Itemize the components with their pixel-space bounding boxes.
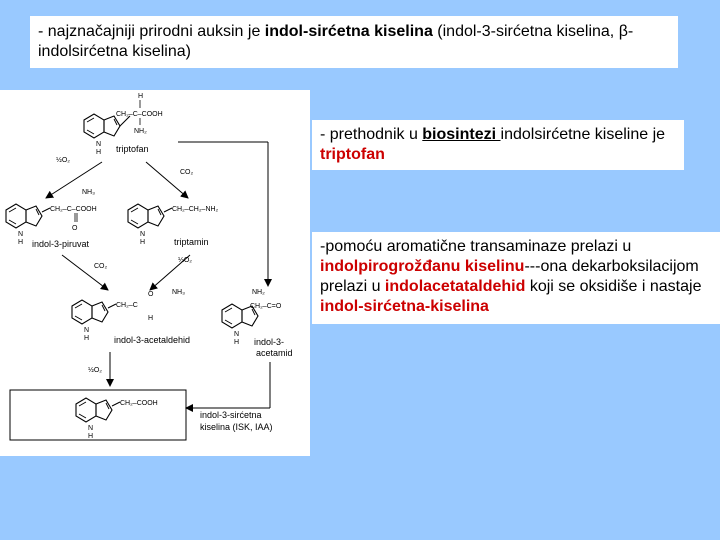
intro-text-plain-2: (indol-3-sirćetna kiselina, [432, 23, 619, 40]
iaa-n-label: N [88, 425, 94, 432]
arrow-trp-to-tam [146, 162, 188, 198]
ipa-structure [6, 204, 97, 249]
trp-nh2-label: NH₂ [134, 128, 147, 135]
reagent-o2-2: ½O₂ [178, 257, 192, 264]
reagent-o2-3: ½O₂ [88, 367, 102, 374]
precursor-text-biosinteza: biosintezi [422, 126, 501, 143]
pathway-text-plain-2: ---ona dekarboksilacijom prelazi u [320, 258, 699, 295]
ipa-o-label: O [72, 225, 78, 232]
intro-text-beta: β [618, 23, 628, 40]
tryptophan-structure [84, 93, 163, 156]
tryptamine-structure [128, 204, 219, 247]
pathway-text-iaa: indol-sirćetna-kiselina [320, 298, 489, 315]
ipa-n-label: N [18, 231, 24, 238]
arrow-ipa-to-iaald [62, 255, 108, 290]
intro-text-plain-1: - najznačajniji prirodni auksin je [38, 23, 265, 40]
intro-text-bold-iaa: indol-sirćetna kiselina [264, 23, 433, 40]
label-indol-3-acetamid-1: indol-3- [254, 337, 285, 347]
pathway-text-box [312, 232, 720, 324]
pathway-text-iaald: indolacetataldehid [384, 278, 526, 295]
iaald-h-label: H [148, 315, 154, 322]
reagent-nh3-1: NH₃ [82, 189, 95, 196]
label-indol-3-acetamid-2: acetamid [256, 348, 293, 358]
label-triptamin: triptamin [174, 237, 209, 247]
trp-n-label: N [96, 141, 102, 148]
iaa-h-label: H [88, 433, 94, 440]
trp-h-label: H [138, 93, 144, 100]
biosynthesis-diagram [0, 90, 310, 456]
iam-n-label: N [234, 331, 240, 338]
iam-h-label: H [234, 339, 240, 346]
iaald-nh-h-label: H [84, 335, 90, 342]
trp-nh-h-label: H [96, 149, 102, 156]
iaald-o-label: O [148, 291, 154, 298]
label-iaa-1: indol-3-sirćetna [200, 410, 262, 420]
reagent-co2-2: CO₂ [94, 263, 108, 270]
iam-structure [222, 289, 293, 358]
tam-chain-label: CH₂–CH₂–NH₂ [172, 206, 219, 213]
ipa-h-label: H [18, 239, 24, 246]
iam-chain-label: CH₂–C=O [250, 303, 282, 310]
iaald-structure [72, 291, 190, 345]
precursor-text-box [312, 120, 684, 170]
reagent-o2-1: ½O₂ [56, 157, 70, 164]
precursor-text-triptofan: triptofan [320, 146, 385, 163]
intro-text-box [30, 16, 678, 68]
reagent-nh3-2: NH₃ [172, 289, 185, 296]
pathway-text-plain-1: -pomoću aromatične transaminaze prelazi u [320, 238, 632, 255]
biosynthesis-diagram-svg [0, 90, 310, 456]
iaa-box [10, 390, 186, 440]
iaald-n-label: N [84, 327, 90, 334]
iam-nh2-label: NH₂ [252, 289, 265, 296]
precursor-text-plain-2: indolsirćetne kiseline je [500, 126, 666, 143]
pathway-text-ipa: indolpirogrožđanu kiselinu [320, 258, 525, 275]
label-triptofan: triptofan [116, 144, 149, 154]
iaa-chain-label: CH₂–COOH [120, 400, 158, 407]
label-iaa-2: kiselina (ISK, IAA) [200, 422, 273, 432]
iaa-structure [76, 398, 158, 440]
ipa-chain-label: CH₂–C–COOH [50, 206, 97, 213]
tam-n-label: N [140, 231, 146, 238]
reagent-co2-1: CO₂ [180, 169, 194, 176]
iaald-chain-label: CH₂–C [116, 302, 138, 309]
label-indol-3-acetaldehid: indol-3-acetaldehid [114, 335, 191, 345]
label-indol-3-piruvat: indol-3-piruvat [32, 239, 90, 249]
precursor-text-plain-1: - prethodnik u [320, 126, 423, 143]
intro-text-plain-3: -indolsirćetna kiselina) [38, 23, 634, 60]
trp-chain-label: CH₂–C–COOH [116, 111, 163, 118]
tam-h-label: H [140, 239, 146, 246]
pathway-text-plain-3: koji se oksidiše i nastaje [525, 278, 702, 295]
